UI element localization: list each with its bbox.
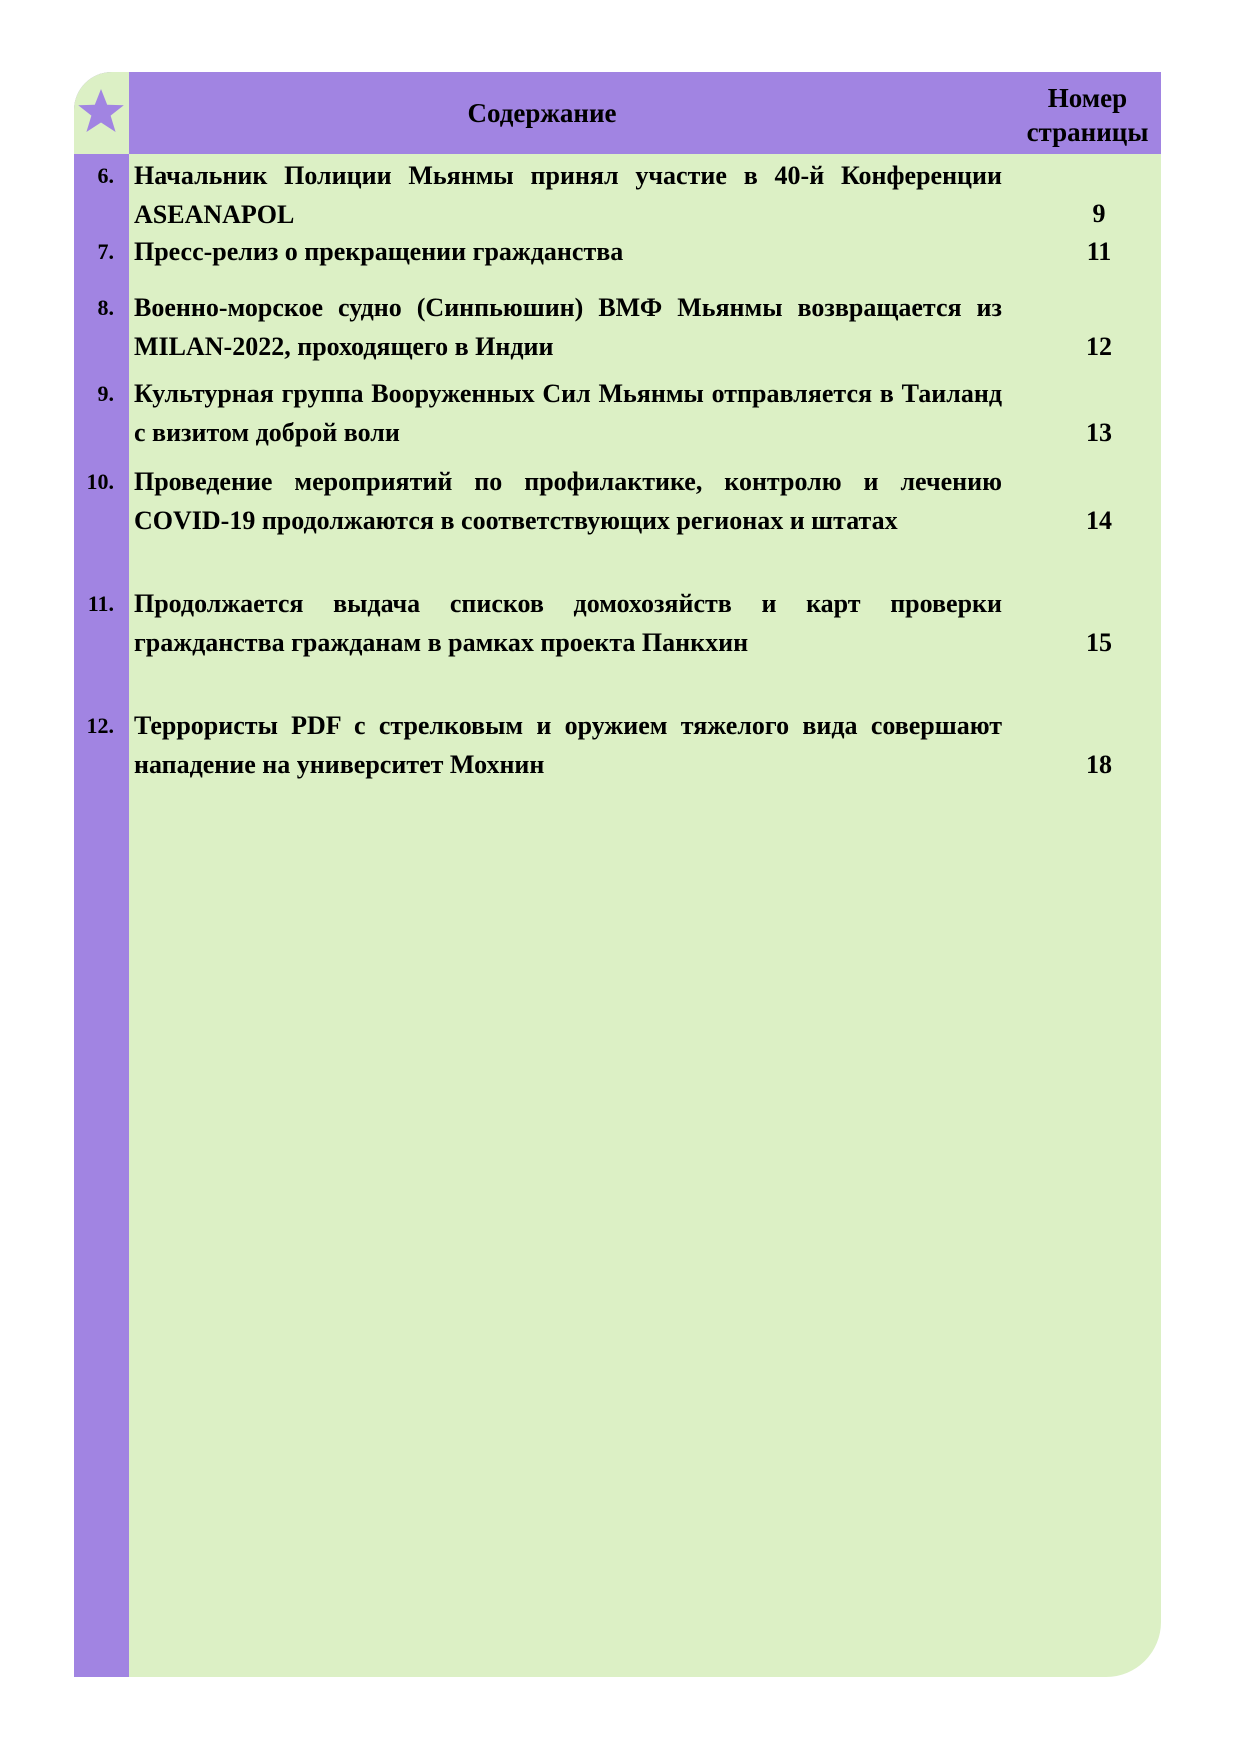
page-number-heading [1014,81,1161,149]
item-title[interactable]: Проведение мероприятий по профилактике, контролю и лечению COVID-19 продолжаются в соответствующих регионах и штатах [134,467,1002,535]
item-page-number[interactable]: 9 [1092,199,1106,228]
page-number-heading-line2: страницы [1026,117,1149,147]
item-number: 11. [87,591,114,616]
item-title[interactable]: Продолжается выдача списков домохозяйств и карт проверки гражданства гражданам в рамках проекта Панкхин [134,589,1002,657]
item-page-number[interactable]: 14 [1086,506,1112,535]
item-number: 10. [86,469,114,494]
item-title[interactable]: Пресс-релиз о прекращении гражданства [134,237,624,266]
star-icon [78,88,124,134]
item-page-number[interactable]: 18 [1086,750,1112,779]
item-number: 7. [97,239,114,264]
star-cell [74,72,129,154]
page-number-heading-line1: Номер [1047,83,1128,113]
item-number: 8. [97,295,114,320]
item-number: 12. [86,713,114,738]
item-page-number[interactable]: 12 [1086,332,1112,361]
item-page-number[interactable]: 11 [1086,237,1112,266]
item-title[interactable]: Террористы PDF с стрелковым и оружием тяжелого вида совершают нападение на университет Мохнин [134,711,1002,779]
item-title[interactable]: Начальник Полиции Мьянмы принял участие в 40-й Конференции ASEANAPOL [134,161,1002,229]
item-number: 6. [97,163,114,188]
item-title[interactable]: Военно-морское судно (Синпьюшин) ВМФ Мьянмы возвращается из MILAN-2022, проходящего в Индии [134,293,1002,361]
item-title[interactable]: Культурная группа Вооруженных Сил Мьянмы отправляется в Таиланд с визитом доброй воли [134,379,1002,447]
table-of-contents [74,72,1161,1677]
item-page-number[interactable]: 13 [1086,418,1112,447]
contents-heading: Содержание [467,98,617,128]
item-number: 9. [97,381,114,406]
item-page-number[interactable]: 15 [1086,628,1112,657]
